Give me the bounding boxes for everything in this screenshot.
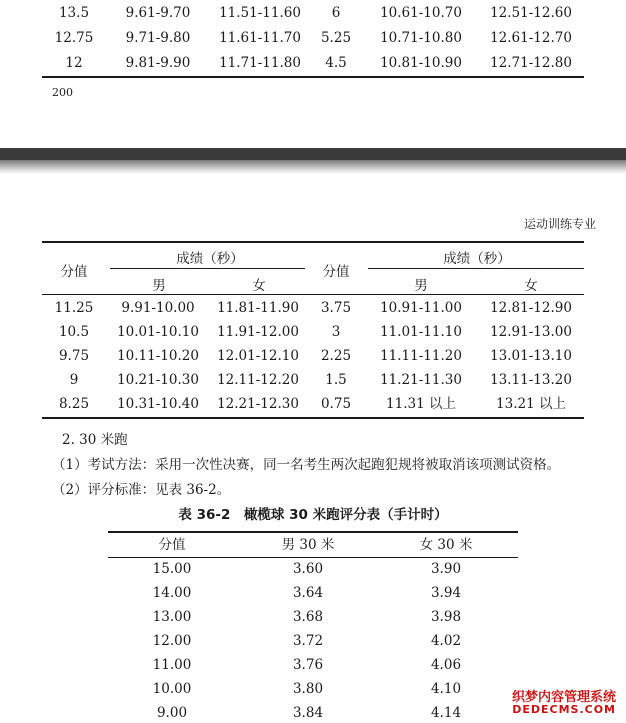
female-time-cell: 4.14 [430, 705, 462, 721]
female-result-cell: 12.21-12.30 [217, 396, 299, 412]
table-row [0, 298, 626, 318]
female-time-cell: 4.02 [430, 633, 462, 649]
male-result-cell: 11.21-11.30 [380, 372, 462, 388]
male-result-cell: 11.01-11.10 [380, 324, 462, 340]
table-top-rule [42, 241, 584, 243]
header-sub-rule [110, 268, 305, 269]
male-time-cell: 3.72 [292, 633, 324, 649]
male-result-cell: 10.61-10.70 [380, 5, 462, 21]
female-result-cell: 12.01-12.10 [217, 348, 299, 364]
male-result-cell: 11.31 以上 [386, 396, 456, 412]
female-result-cell: 11.71-11.80 [219, 55, 301, 71]
table-row [0, 28, 626, 48]
male-result-cell: 11.11-11.20 [380, 348, 462, 364]
table-row [0, 607, 626, 627]
table-row [0, 631, 626, 651]
table-caption: 表 36-2 橄榄球 30 米跑评分表（手计时） [178, 507, 448, 523]
table-row [0, 583, 626, 603]
male-time-cell: 3.76 [292, 657, 324, 673]
male-time-cell: 3.64 [292, 585, 324, 601]
table-row [0, 53, 626, 73]
male-result-cell: 10.11-10.20 [117, 348, 199, 364]
page-number: 200 [52, 86, 73, 99]
score-cell: 11.25 [54, 300, 94, 316]
score-cell: 12.75 [54, 30, 94, 46]
table-header-row [0, 535, 626, 555]
score-cell: 9 [69, 372, 79, 388]
score-cell: 3.75 [320, 300, 352, 316]
male-time-cell: 3.68 [292, 609, 324, 625]
running-header: 运动训练专业 [523, 217, 596, 231]
male-time-cell: 3.80 [292, 681, 324, 697]
male-result-cell: 10.01-10.10 [117, 324, 199, 340]
table-row [0, 394, 626, 414]
female-result-cell: 11.61-11.70 [219, 30, 301, 46]
score-cell: 13.00 [152, 609, 192, 625]
female-result-cell: 11.81-11.90 [217, 300, 299, 316]
section-heading: 2. 30 米跑 [62, 432, 128, 448]
header-female: 女 [252, 278, 266, 294]
table-row [0, 655, 626, 675]
watermark-url: DEDECMS.COM [512, 703, 616, 716]
table-row [0, 3, 626, 23]
score-cell: 0.75 [320, 396, 352, 412]
male-result-cell: 9.61-9.70 [125, 5, 191, 21]
female-result-cell: 13.21 以上 [496, 396, 566, 412]
table-row [0, 322, 626, 342]
table-row [0, 559, 626, 579]
score-cell: 15.00 [152, 561, 192, 577]
female-result-cell: 12.11-12.20 [217, 372, 299, 388]
header-result: 成绩（秒） [443, 251, 511, 267]
male-result-cell: 10.91-11.00 [380, 300, 462, 316]
score-cell: 4.5 [325, 55, 347, 71]
table-bottom-rule [42, 76, 584, 78]
score-cell: 9.75 [58, 348, 90, 364]
header-score: 分值 [60, 264, 88, 280]
male-result-cell: 10.31-10.40 [117, 396, 199, 412]
table-top-rule [108, 531, 518, 533]
header-male: 男 [414, 278, 428, 294]
score-cell: 1.5 [325, 372, 347, 388]
male-result-cell: 10.71-10.80 [380, 30, 462, 46]
female-result-cell: 12.71-12.80 [490, 55, 572, 71]
female-time-cell: 3.98 [430, 609, 462, 625]
male-time-cell: 3.84 [292, 705, 324, 721]
female-time-cell: 3.94 [430, 585, 462, 601]
score-cell: 11.00 [152, 657, 192, 673]
score-cell: 13.5 [58, 5, 90, 21]
page-break-shadow [0, 160, 626, 174]
table-row [0, 346, 626, 366]
male-result-cell: 9.71-9.80 [125, 30, 191, 46]
male-result-cell: 9.81-9.90 [125, 55, 191, 71]
score-cell: 2.25 [320, 348, 352, 364]
header-sub-rule [368, 268, 584, 269]
score-cell: 12.00 [152, 633, 192, 649]
header-male-30m: 男 30 米 [281, 537, 335, 553]
header-score: 分值 [322, 264, 350, 280]
female-time-cell: 4.10 [430, 681, 462, 697]
score-cell: 8.25 [58, 396, 90, 412]
header-female: 女 [524, 278, 538, 294]
male-time-cell: 3.60 [292, 561, 324, 577]
header-male: 男 [152, 278, 166, 294]
male-result-cell: 9.91-10.00 [121, 300, 195, 316]
female-result-cell: 13.01-13.10 [490, 348, 572, 364]
header-score: 分值 [158, 537, 186, 553]
table-row [0, 370, 626, 390]
score-cell: 10.00 [152, 681, 192, 697]
female-result-cell: 12.51-12.60 [490, 5, 572, 21]
score-cell: 12 [65, 55, 83, 71]
female-result-cell: 13.11-13.20 [490, 372, 572, 388]
male-result-cell: 10.21-10.30 [117, 372, 199, 388]
female-result-cell: 12.81-12.90 [490, 300, 572, 316]
scoring-standard-paragraph: （2）评分标准：见表 36-2。 [52, 482, 231, 498]
male-result-cell: 10.81-10.90 [380, 55, 462, 71]
female-time-cell: 4.06 [430, 657, 462, 673]
female-result-cell: 11.91-12.00 [217, 324, 299, 340]
female-result-cell: 12.91-13.00 [490, 324, 572, 340]
test-method-paragraph: （1）考试方法：采用一次性决赛，同一名考生两次起跑犯规将被取消该项测试资格。 [52, 457, 561, 473]
score-cell: 14.00 [152, 585, 192, 601]
score-cell: 9.00 [156, 705, 188, 721]
header-bottom-rule [42, 294, 584, 295]
table-bottom-rule [42, 417, 584, 419]
score-cell: 10.5 [58, 324, 90, 340]
score-cell: 5.25 [320, 30, 352, 46]
score-cell: 6 [331, 5, 341, 21]
header-female-30m: 女 30 米 [419, 537, 473, 553]
female-result-cell: 11.51-11.60 [219, 5, 301, 21]
header-result: 成绩（秒） [176, 251, 244, 267]
page-break-band [0, 148, 626, 160]
female-result-cell: 12.61-12.70 [490, 30, 572, 46]
female-time-cell: 3.90 [430, 561, 462, 577]
score-cell: 3 [331, 324, 341, 340]
header-bottom-rule [108, 557, 518, 558]
watermark-title: 织梦内容管理系统 [511, 690, 616, 705]
